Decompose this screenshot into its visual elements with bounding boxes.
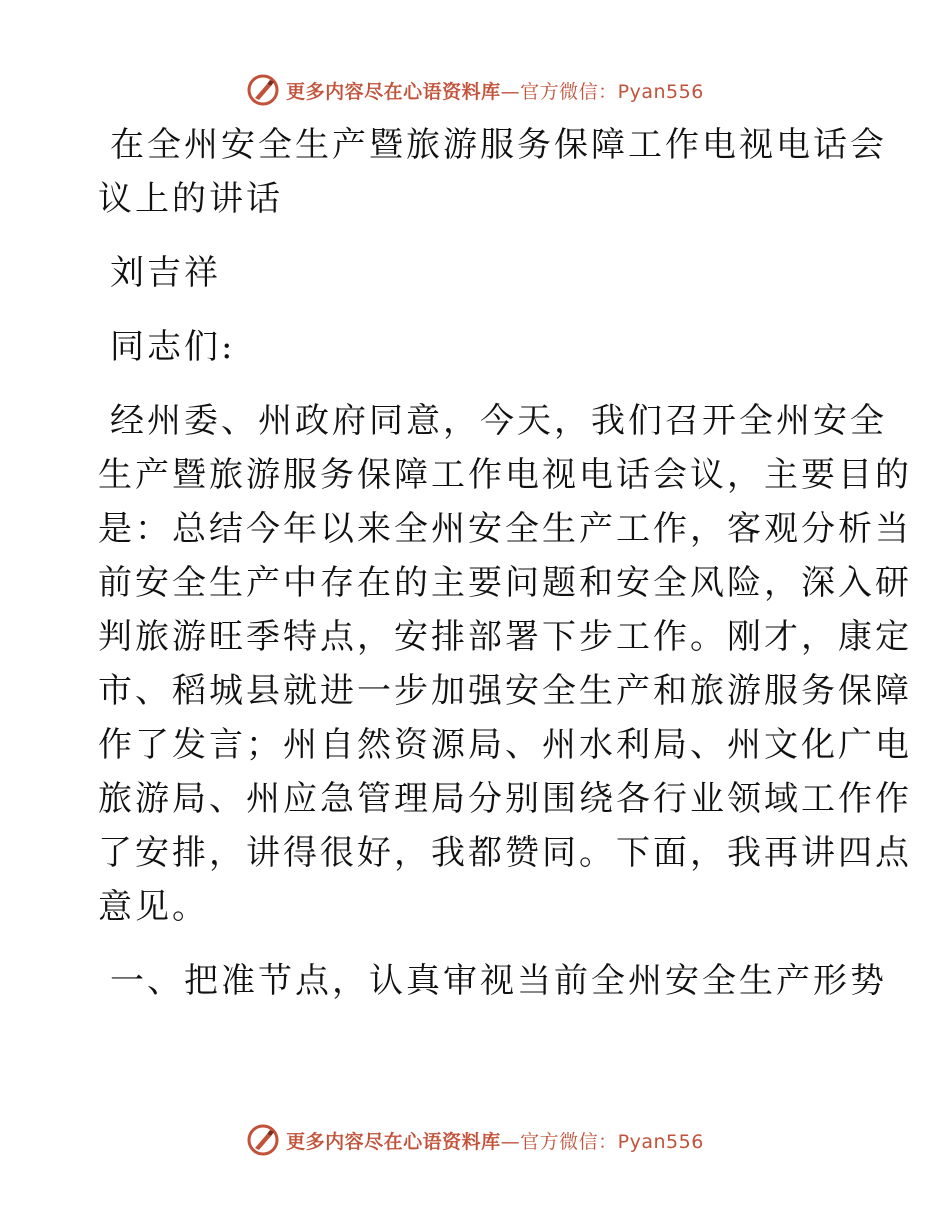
section-heading: 一、把准节点，认真审视当前全州安全生产形势 bbox=[110, 961, 887, 1001]
paragraph-line: 旅游局、州应急管理局分别围绕各行业领域工作作 bbox=[98, 779, 912, 819]
paragraph-line: 判旅游旺季特点，安排部署下步工作。刚才，康定 bbox=[98, 617, 912, 657]
watermark-brand: 更多内容尽在心语资料库 bbox=[286, 80, 501, 103]
author-name: 刘吉祥 bbox=[110, 253, 221, 293]
watermark-text bbox=[286, 77, 704, 104]
watermark-separator: — bbox=[500, 80, 521, 103]
paragraph-line: 前安全生产中存在的主要问题和安全风险，深入研 bbox=[98, 563, 912, 603]
paragraph-line: 经州委、州政府同意，今天，我们召开全州安全 bbox=[110, 401, 887, 441]
paragraph-line: 了安排，讲得很好，我都赞同。下面，我再讲四点 bbox=[98, 833, 912, 873]
watermark-suffix: 官方微信：Pyan556 bbox=[520, 1130, 704, 1153]
paragraph-line: 生产暨旅游服务保障工作电视电话会议，主要目的 bbox=[98, 455, 912, 495]
watermark-suffix: 官方微信：Pyan556 bbox=[520, 80, 704, 103]
watermark-footer bbox=[0, 1120, 950, 1160]
paragraph-line: 作了发言；州自然资源局、州水利局、州文化广电 bbox=[98, 725, 912, 765]
paragraph-line: 市、稻城县就进一步加强安全生产和旅游服务保障 bbox=[98, 671, 912, 711]
paragraph-line: 意见。 bbox=[98, 887, 209, 927]
title-line: 议上的讲话 bbox=[98, 179, 283, 219]
watermark-separator: — bbox=[500, 1130, 521, 1153]
watermark-header bbox=[0, 70, 950, 110]
document-body bbox=[98, 118, 912, 1008]
salutation: 同志们: bbox=[110, 327, 236, 367]
pen-logo-icon bbox=[246, 73, 280, 107]
watermark-text bbox=[286, 1127, 704, 1154]
document-title bbox=[98, 118, 887, 226]
pen-logo-icon bbox=[246, 1123, 280, 1157]
paragraph bbox=[98, 394, 912, 934]
watermark-brand: 更多内容尽在心语资料库 bbox=[286, 1130, 501, 1153]
paragraph-line: 是：总结今年以来全州安全生产工作，客观分析当 bbox=[98, 509, 912, 549]
title-line: 在全州安全生产暨旅游服务保障工作电视电话会 bbox=[110, 125, 887, 165]
